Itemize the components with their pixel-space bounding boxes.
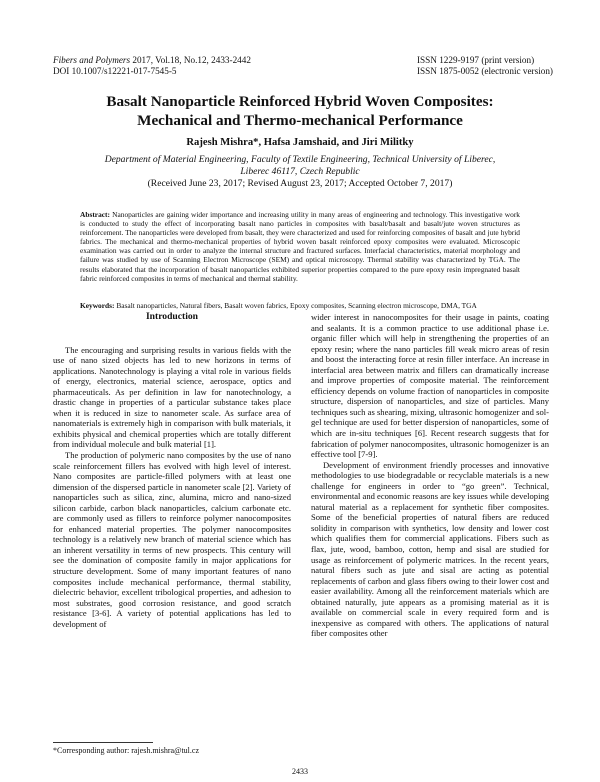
abstract <box>80 210 520 283</box>
paragraph: Development of environment friendly processes and innovative methodologies to use biodegradable or recyclable materials is a new challenge for engineers in order to “go green”. Technical, environmental and economic reasons are key issues while developing natural material as a replacement for synthetic fiber composites. Some of the beneficial properties of natural fibers are reduced solidity in comparison with synthetics, low density and lower cost which qualifies them for commercial applications. Fibers such as flax, jute, wood, bamboo, cotton, hemp and sisal are studied for usage as reinforcement of polymeric matrices. In the recent years, natural fibers such as jute and sisal are acting as potential replacements of carbon and glass fibers owing to their lower cost and easier availability. Among all the reinforcement materials which are obtained naturally, jute appears as a promising material as it is available on commercial scale in every required form and is inexpensive as compared with others. The applications of natural fiber composites other <box>311 459 549 639</box>
page-number: 2433 <box>292 767 308 776</box>
corresponding-author-footnote: *Corresponding author: rajesh.mishra@tul.cz <box>53 746 199 755</box>
footnote-rule <box>53 742 153 743</box>
paragraph: The production of polymeric nano composites by the use of nano scale reinforcement fillers has evolved with high level of interest. Nano composites are particle-filled polymers with at least one dimension of the dispersed particle in nanometer scale [2]. Variety of nanoparticles such as silica, zinc, alumina, micro and nano-sized silicon carbide, carbon black nanoparticles, calcium carbonate etc. are commonly used as fillers to reinforce polymer nanocomposites for enhanced material properties. The polymer nanocomposites technology is a relatively new branch of material science which has an inherent versatility in terms of new prospects. This century will see the domination of composite family in major applications for structure development. Some of many important features of nano composites include mechanical performance, thermal stability, dielectric behavior, excellent tribological properties, and adhesion to most substrates, good corrosion resistance, and good scratch resistance [3-6]. A variety of potential applications has led to development of <box>53 450 291 629</box>
abstract-text: Nanoparticles are gaining wider importance and increasing utility in many areas of engineering and technology. This investigative work is conducted to study the effect of incorporating basalt nano particles in composites with basalt/basalt and basalt/jute woven structures as reinforcement. The nanoparticles were developed from basalt, they were characterized and used for reinforcing composites of basalt and jute hybrid fabrics. The mechanical and thermo-mechanical properties of hybrid woven basalt reinforced epoxy composites were evaluated. Microscopic examination was carried out in order to analyze the internal structure and fractured surfaces. Interfacial characteristics, material morphology and failure was studied by use of Scanning Electron Microscope (SEM) and optical microscopy. Thermal stability was characterized by TGA. The results elaborated that the incorporation of basalt nanoparticles exhibited superior properties compared to the pure epoxy resin impregnated basalt fabric reinforced composites in terms of mechanical and thermal stability. <box>80 210 520 283</box>
affiliation-line-1: Department of Material Engineering, Faculty of Textile Engineering, Technical University of Liberec, <box>104 154 496 165</box>
affiliation-line-2: Liberec 46117, Czech Republic <box>240 165 360 177</box>
issn-electronic: ISSN 1875-0052 (electronic version) <box>417 66 553 76</box>
journal-citation <box>53 55 251 66</box>
issn-print: ISSN 1229-9197 (print version) <box>417 55 535 65</box>
keywords <box>80 301 520 310</box>
volume-info: 2017, Vol.18, No.12, 2433-2442 <box>130 55 251 65</box>
affiliation <box>40 154 560 178</box>
authors: Rajesh Mishra*, Hafsa Jamshaid, and Jiri Militky <box>186 137 414 148</box>
keywords-text: Basalt nanoparticles, Natural fibers, Basalt woven fabrics, Epoxy composites, Scanning electron microscope, DMA, TGA <box>114 301 477 310</box>
right-column <box>311 312 549 639</box>
left-column <box>53 312 291 629</box>
keywords-label: Keywords: <box>80 301 115 310</box>
title-line-2: Mechanical and Thermo-mechanical Performance <box>137 112 463 129</box>
doi: DOI 10.1007/s12221-017-7545-5 <box>53 66 177 76</box>
section-heading-introduction: Introduction <box>145 311 199 322</box>
paper-title <box>40 92 560 130</box>
abstract-label: Abstract: <box>80 210 110 219</box>
journal-name: Fibers and Polymers <box>53 55 131 65</box>
title-line-1: Basalt Nanoparticle Reinforced Hybrid Woven Composites: <box>106 93 494 110</box>
paragraph: The encouraging and surprising results in various fields with the use of nano sized objects has led to new horizons in terms of applications. Nanotechnology is playing a vital role in various fields of energy, electronics, material science, aerospace, optics and pharmaceuticals. As per definition in law for nanotechnology, a drastic change in properties of a particular substance takes place when it is reduced in size to nanometer scale. As surface area of nanomaterials is extremely high in comparison with bulk materials, it exhibits physical and chemical properties which are totally different from individual molecule and bulk material [1]. <box>53 344 291 450</box>
submission-dates: (Received June 23, 2017; Revised August 23, 2017; Accepted October 7, 2017) <box>147 178 453 189</box>
paragraph: wider interest in nanocomposites for their usage in paints, coating and sealants. It is a common practice to use additional phase i.e. organic filler which will help in strengthening the properties of an epoxy resin; where the nano particles fill weak micro areas of resin and boost the interacting force at resin filler interface. An increase in interfacial area between matrix and fillers can dramatically increase and improve properties of composite material. The reinforcement efficiency depends on volume fraction of nanoparticles in composite structure, dispersion of nanoparticles, and size of particles. Many techniques such as shearing, mixing, ultrasonic homogenizer and sol-gel technique are used for better dispersion of nanoparticles, some of which are in-situ techniques [6]. Recent research suggests that for fabrication of polymer nanocomposites, ultrasonic homogenizer is an effective tool [7-9]. <box>311 312 549 460</box>
